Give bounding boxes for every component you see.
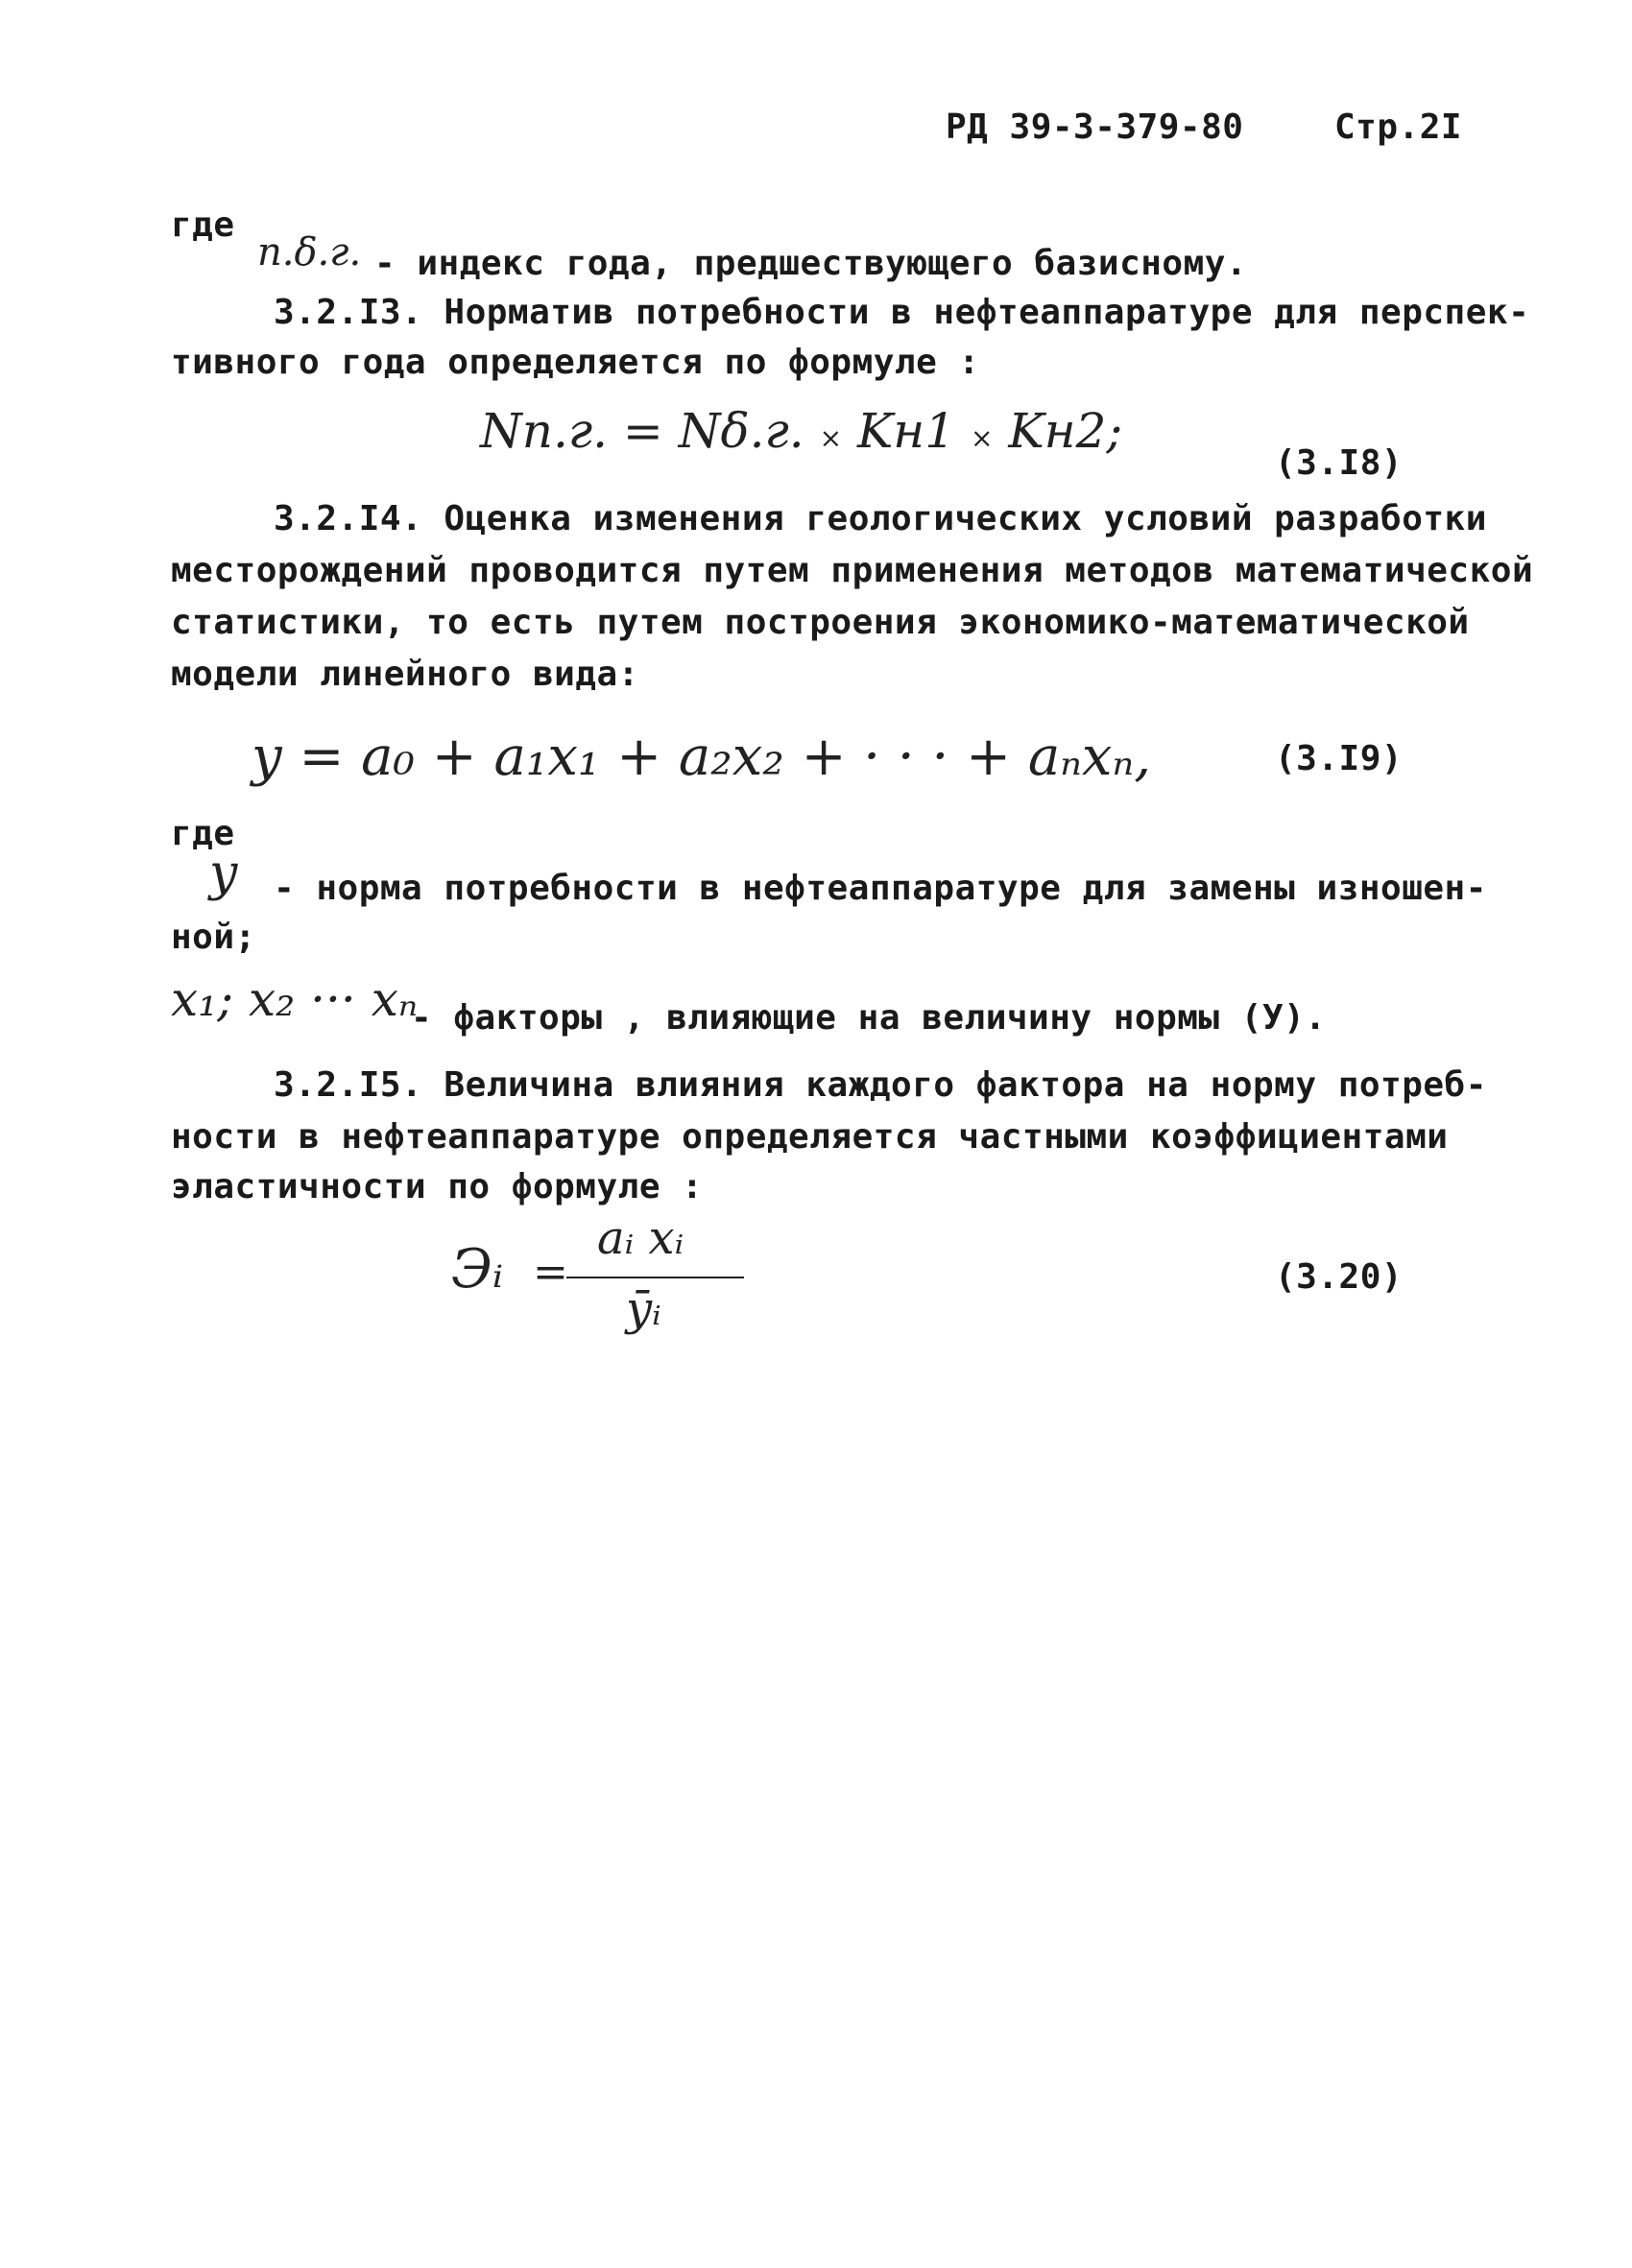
eq18-term-2: Kн1 [856, 403, 956, 459]
equation-3-19-number: (3.I9) [1275, 739, 1404, 778]
paragraph-3-2-13-line-1: 3.2.I3. Норматив потребности в нефтеаппаратуре для перспек- [274, 293, 1530, 332]
x-factors-definition: - факторы , влияющие на величину нормы (У). [411, 998, 1327, 1038]
paragraph-3-2-14-line-4: модели линейного вида: [171, 655, 639, 694]
equation-3-18 [480, 403, 1122, 459]
paragraph-3-2-14-line-1: 3.2.I4. Оценка изменения геологических условий разработки [274, 499, 1487, 538]
y-definition-line-2: ной; [171, 918, 256, 957]
x-factors-symbols: x₁; x₂ ··· xₙ [171, 971, 419, 1027]
paragraph-3-2-15-line-1: 3.2.I5. Величина влияния каждого фактора на норму потреб- [274, 1065, 1487, 1105]
equation-3-20-number: (3.20) [1275, 1257, 1404, 1297]
eq18-times-2: × [970, 422, 994, 454]
eq20-fraction-bar [566, 1277, 744, 1278]
y-symbol: y [209, 845, 238, 902]
y-definition-line-1: - норма потребности в нефтеаппаратуре для замены изношен- [274, 869, 1487, 908]
eq20-denominator: ȳᵢ [626, 1282, 661, 1336]
document-code: РД 39-3-379-80 [946, 107, 1244, 147]
equation-3-19: y = a₀ + a₁x₁ + a₂x₂ + · · · + aₙxₙ, [252, 726, 1151, 788]
paragraph-3-2-13-line-2: тивного года определяется по формуле : [171, 343, 980, 382]
eq18-equals: = [622, 403, 663, 459]
paragraph-3-2-14-line-3: статистики, то есть путем построения экономико-математической [171, 603, 1470, 642]
eq20-equals: = [533, 1248, 568, 1297]
where-label: где [171, 205, 235, 245]
paragraph-3-2-15-line-2: ности в нефтеаппаратуре определяется частными коэффициентами [171, 1117, 1449, 1157]
paragraph-3-2-14-line-2: месторождений проводится путем применения методов математической [171, 551, 1534, 590]
paragraph-3-2-15-line-3: эластичности по формуле : [171, 1167, 704, 1206]
base-year-index-symbol: n.δ.г. [257, 230, 362, 275]
base-year-index-description: - индекс года, предшествующего базисному. [374, 244, 1248, 283]
equation-3-18-number: (3.I8) [1275, 443, 1404, 483]
where-label-2: где [171, 814, 235, 853]
eq20-lhs: Эᵢ [451, 1238, 504, 1301]
eq18-times-1: × [819, 422, 843, 454]
eq18-lhs: Nп.г. [480, 403, 609, 459]
eq20-numerator: aᵢ xᵢ [597, 1211, 684, 1265]
page-number: Стр.2I [1334, 107, 1463, 147]
eq18-term-1: Nδ.г. [678, 403, 804, 459]
eq18-term-3: Kн2; [1008, 403, 1123, 459]
